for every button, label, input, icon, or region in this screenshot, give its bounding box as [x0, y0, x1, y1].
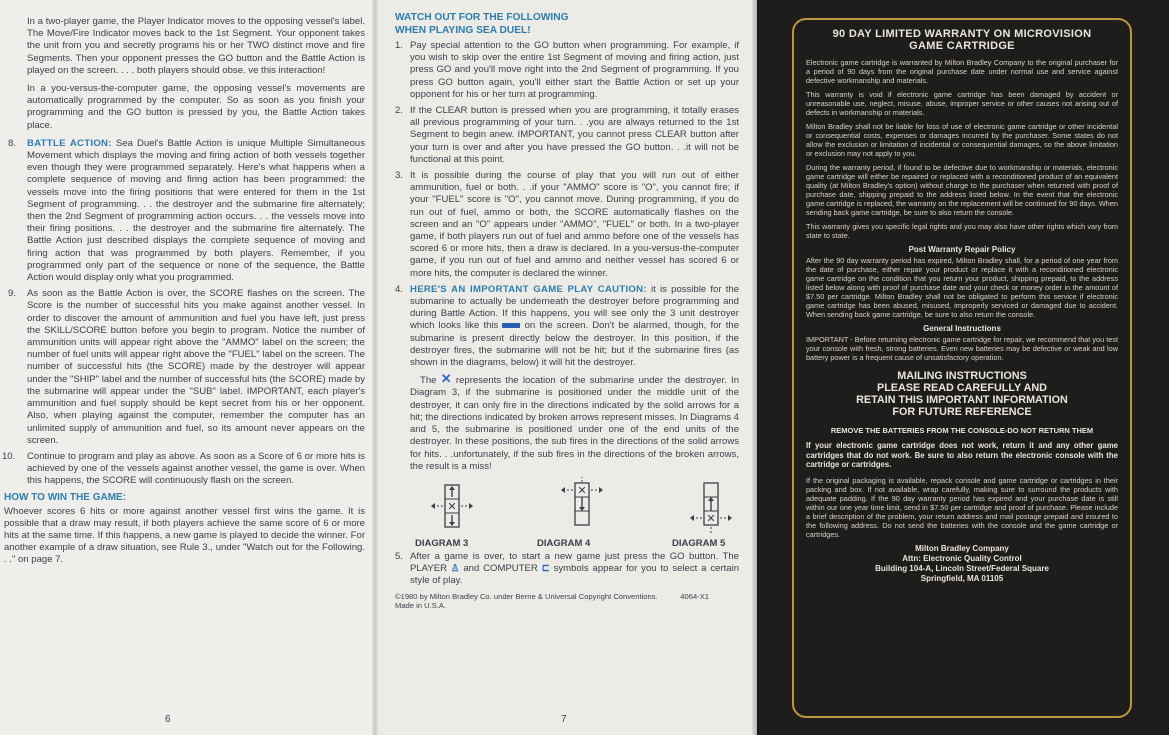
copyright-line: Made in U.S.A. [395, 600, 447, 610]
caution-2 [395, 105, 739, 166]
heading-line: WHEN PLAYING SEA DUEL! [395, 24, 531, 36]
game-play-caution-heading: HERE'S AN IMPORTANT GAME PLAY CAUTION: [410, 283, 647, 295]
win-heading: HOW TO WIN THE GAME: [4, 491, 127, 503]
address-line: Attn: Electronic Quality Control [902, 553, 1022, 563]
mail-line: PLEASE READ CAREFULLY AND [877, 382, 1047, 394]
copyright-line: ©1980 by Milton Bradley Co. under Berne & Universal Copyright Conventions. [395, 591, 658, 601]
warranty-title [806, 28, 1118, 52]
item-text: symbols appear for you to select a certain style of play. [410, 563, 740, 587]
item-text: and COMPUTER [463, 563, 538, 575]
watch-out-heading [395, 12, 739, 37]
win-text: Whoever scores 6 hits or more against another vessel first wins the game. It is possible that a draw may result, if both players achieve the same score of 6 or more hits at the same time. If this happens, a new game is played to decide the winner. For another example of a draw situation, see Rule 3., under "Watch out for the Following. . ." on page 7. [4, 505, 365, 566]
catalog-number: 4064-X1 [680, 591, 709, 601]
x-explanation [395, 373, 739, 473]
page-fold [372, 0, 378, 735]
intro-paragraph-2: In a you-versus-the-computer game, the opposing vessel's movements are automatically programmed by the computer. So as soon as you finish your programming and the GO button is pressed by you, the Battle Action takes place. [27, 83, 365, 131]
title-line: GAME CARTRIDGE [909, 40, 1015, 52]
svg-text:✕: ✕ [447, 500, 457, 513]
svg-text:✕: ✕ [577, 484, 587, 497]
warranty-text: After the 90 day warranty period has expired, Milton Bradley shall, for a period of one year from the date of purchase, either repair your product or replace it with a reconditioned electronic game cartridge on the condition that you return your product, shipping prepaid, to the address listed below along with proof of purchase date and your check or money order in the amount of $7.50 per cartridge. Milton Bradley shall not be obligated to perform this service if electronic game cartridge has been abused, misused, improperly serviced or damaged due to accident. When sending back game cartridge, be sure to also return the console. [806, 256, 1118, 319]
item-text: it is possible for the submarine to actually be underneath the destroyer before programming and during Battle Action. If this happens, you will see only the 3 unit destroyer which looks like this [410, 283, 740, 332]
diagram-4 [537, 477, 615, 549]
warranty-box [792, 18, 1132, 718]
warranty-text: This warranty is void if electronic game cartridge has been damaged by accident or unreasonable use, neglect, misuse, abuse, improper service or other causes not arising out of defects in workmanship or materials. [806, 90, 1118, 117]
copyright [395, 592, 739, 610]
return-note: If your electronic game cartridge does not work, return it and any other game cartridges that do not work. Be sure to also return the electronic console with the cartridge or cartridges. [806, 441, 1118, 469]
diagram-5 [672, 477, 750, 549]
caution-1 [395, 40, 739, 101]
destroyer-icon [502, 323, 520, 328]
caution-4 [395, 284, 739, 369]
item-text: If the CLEAR button is pressed when you are programming, it totally erases all previous programming of your turn. . .you are always returned to the 1st Segment to begin anew. IMPORTANT, you cannot press CLEAR button after your turn is over and after you have pressed the GO button. . .it will not be functional at this point. [410, 105, 739, 165]
item-number: 2. [395, 105, 403, 117]
computer-symbol-icon: ⊏ [541, 563, 550, 575]
intro-paragraph-1: In a two-player game, the Player Indicator moves to the opposing vessel's label. The Move/Fire Indicator moves back to the 1st Segment. Your opponent takes the unit from you and secretly programs his or her TWO distinct move and fire Segments. Then your opponent presses the GO button and the Battle Action is played on the screen. . . . both players should obse. ve this interaction! [27, 16, 365, 76]
rule-text: Continue to program and play as above. As soon as a Score of 6 or more hits is achieved by one of the vessels against another vessel, the game is over. When this happens, the SCORE will continuously flash on the screen. [27, 450, 365, 487]
mail-line: FOR FUTURE REFERENCE [892, 406, 1032, 418]
player-symbol-icon: ♙ [450, 563, 460, 575]
submarine-x-icon: ✕ [440, 371, 452, 387]
manual-page-6 [0, 0, 375, 735]
item-text: It is possible during the course of play that you will run out of either ammunition, fuel or both. . .if your "AMMO" score is "O", you cannot fire; if your "FUEL" score is "O", you cannot move. During programming, if you do run out of fuel, ammo or both, the SCORE automatically flashes on the screen and an "O" appears under "AMMO", "FUEL" or both. In a two-player game, if both players run out of fuel and ammo before one of the vessels has scored 6 or more hits, then a draw is declared. In a you-versus-the-computer game, if you run out of fuel and ammo and neither vessel has scored 6 or more hits, the computer is declared the winner. [410, 170, 739, 279]
caution-3 [395, 170, 739, 280]
warranty-text: This warranty gives you specific legal rights and you may also have other rights which vary from state to state. [806, 222, 1118, 240]
rule-8 [8, 138, 365, 284]
rule-9 [8, 288, 365, 447]
warranty-text: Milton Bradley shall not be liable for loss of use of electronic game cartridge or other incidental or consequential costs, expenses or damages incurred by the purchaser. Some states do not allow the exclusion or limitation of incidental or consequential damages, so the above limitation or exclusion may not apply to you. [806, 122, 1118, 158]
warranty-text: IMPORTANT - Before returning electronic game cartridge for repair, we recommend that you test your console with fresh, strong batteries. Even new batteries may be defective or weak and low battery power is a frequent cause of unsatisfactory operation. [806, 335, 1118, 362]
general-instructions-heading: General Instructions [923, 324, 1001, 333]
mailing-instructions-heading [806, 370, 1118, 418]
manual-page-7 [375, 0, 757, 735]
warranty-text: During the warranty period, if found to be defective due to workmanship or materials, electronic game cartridge will either be repaired or replaced with a reconditioned product of an equivalent quality (at Milton Bradley's option) without charge to the purchaser when returned with proof of purchase date, shipping prepaid to the address listed below. In the event that the electronic game cartridge is replaced, the warranty on the replacement will be continued for 90 days. When sending back game cartridge, be sure to also return the console. [806, 163, 1118, 217]
rule-number: 9. [8, 288, 16, 300]
diagram-3 [415, 477, 485, 549]
x-text: The [420, 375, 437, 387]
item-text: on the screen. Don't be alarmed, though, for the submarine is present directly below the destroyer. In this position, if the destroyer fires, the submarine will not be hit; but if the submarine fires (as shown in the diagrams, below) it will hit the destroyer. [410, 320, 740, 369]
page-fold [752, 0, 758, 735]
post-warranty-heading: Post Warranty Repair Policy [908, 245, 1016, 254]
item-number: 3. [395, 170, 403, 182]
title-line: 90 DAY LIMITED WARRANTY ON MICROVISION [832, 28, 1092, 40]
item-text: After a game is over, to start a new game just press the GO button. The PLAYER [410, 550, 739, 575]
item-number: 4. [395, 283, 403, 295]
mail-line: RETAIN THIS IMPORTANT INFORMATION [856, 394, 1068, 406]
address-line: Milton Bradley Company [915, 543, 1009, 553]
rule-number: 10. [2, 450, 16, 462]
mail-line: MAILING INSTRUCTIONS [897, 370, 1027, 382]
diagram-4-label: DIAGRAM 4 [537, 537, 591, 549]
item-text: Pay special attention to the GO button when programming. For example, if you wish to skip over the entire 1st Segment of moving and firing action, just press GO and you'll move right into the 2nd Segment of programming. If you press GO button again, you'll either start the Battle Action or set up your opponent for his or her turn at programming. [410, 40, 739, 100]
item-number: 1. [395, 40, 403, 51]
mailing-address [806, 544, 1118, 584]
diagram-5-drawing [682, 477, 742, 537]
rule-text: As soon as the Battle Action is over, the SCORE flashes on the screen. The Score is the number of successful hits you make against another vessel. In order to discover the amount of ammunition and fuel you have left, just press the SKILL/SCORE button before you begin to program. Notice the number of ammunition units will appear right above the "AMMO" label on the screen; the number of fuel units will appear right above the "FUEL" label on the screen. The number of successful hits (the SCORE) made by the destroyer will appear under the "SHIP" label and the number of successful hits (the SCORE) made by the submarine will appear under the "SUB" label. IMPORTANT, each player's ammunition and fuel supply should be kept secret from his or her opponent. Also, when playing against the computer, remember the computer has an unlimited supply of ammunition and fuel, so its amount never appears on the screen. [27, 288, 365, 446]
page-number: 6 [165, 714, 171, 725]
diagram-4-drawing [553, 477, 613, 537]
diagram-5-label: DIAGRAM 5 [672, 537, 726, 549]
caution-5 [395, 551, 739, 588]
diagram-3-label: DIAGRAM 3 [415, 537, 469, 549]
rule-text: Sea Duel's Battle Action is unique Multiple Simultaneous Movement which displays the moving and firing action of both vessels together even though they were programmed separately. Here's what happens when a complete sequence of moving and firing action has been programmed: the vessels move into the firing positions that were entered for them in the 1st Segment of programming. . . the destroyer and the submarine fire alternately; then the 2nd Segment of programming action occurs. . . the vessels move into their firing positions. . . the destroyer and the submarine fire alternately. The Battle Action just described displays the complete sequence of moving and firing action that was programmed by both players. Remember, if you programmed only part of the sequence or none of the sequence, the Battle Action would display only what you programmed. [27, 137, 366, 284]
address-line: Springfield, MA 01105 [920, 573, 1004, 583]
page-number: 7 [561, 714, 567, 725]
battle-action-heading: BATTLE ACTION: [27, 137, 112, 149]
diagrams-row [395, 477, 739, 549]
warranty-page [757, 0, 1169, 735]
warranty-text: If the original packaging is available, repack console and game cartridge or cartridges in their packing and box. If not available, wrap carefully, making sure to surround the products with adequate padding. If the 90 day warranty period has expired and your purchase date is still within our one year time limit, send in $7.50 per cartridge and proof of purchase. Please include a brief description of the problem, your return address and mail postage prepaid and insured to the following address. Do not send the batteries with the console and the game cartridge or cartridges. [806, 475, 1118, 539]
warranty-text: Electronic game cartridge is warranted by Milton Bradley Company to the original purchaser for a period of 90 days from the original purchase date under normal use and service against defective workmanship and materials. [806, 58, 1118, 85]
rule-number: 8. [8, 137, 16, 149]
diagram-3-drawing [423, 477, 483, 537]
remove-batteries-note: REMOVE THE BATTERIES FROM THE CONSOLE-DO NOT RETURN THEM [830, 426, 1094, 435]
heading-line: WATCH OUT FOR THE FOLLOWING [395, 12, 569, 23]
x-text: represents the location of the submarine under the destroyer. In Diagram 3, if the submarine is positioned under the middle unit of the destroyer, it can only fire in the directions indicated by the solid arrows for a hit; the directions indicated by broken arrows represent misses. In Diagrams 4 and 5, the submarine is positioned under one of the end units of the destroyer. In these positions, the sub fires in the directions of the solid arrows for hits. . .unfortunately, if the sub fires in the directions of the broken arrows, the result is a miss! [410, 375, 740, 472]
address-line: Building 104-A, Lincoln Street/Federal Square [875, 563, 1049, 573]
svg-text:✕: ✕ [706, 512, 716, 525]
rule-10 [2, 450, 365, 488]
item-number: 5. [395, 550, 403, 562]
